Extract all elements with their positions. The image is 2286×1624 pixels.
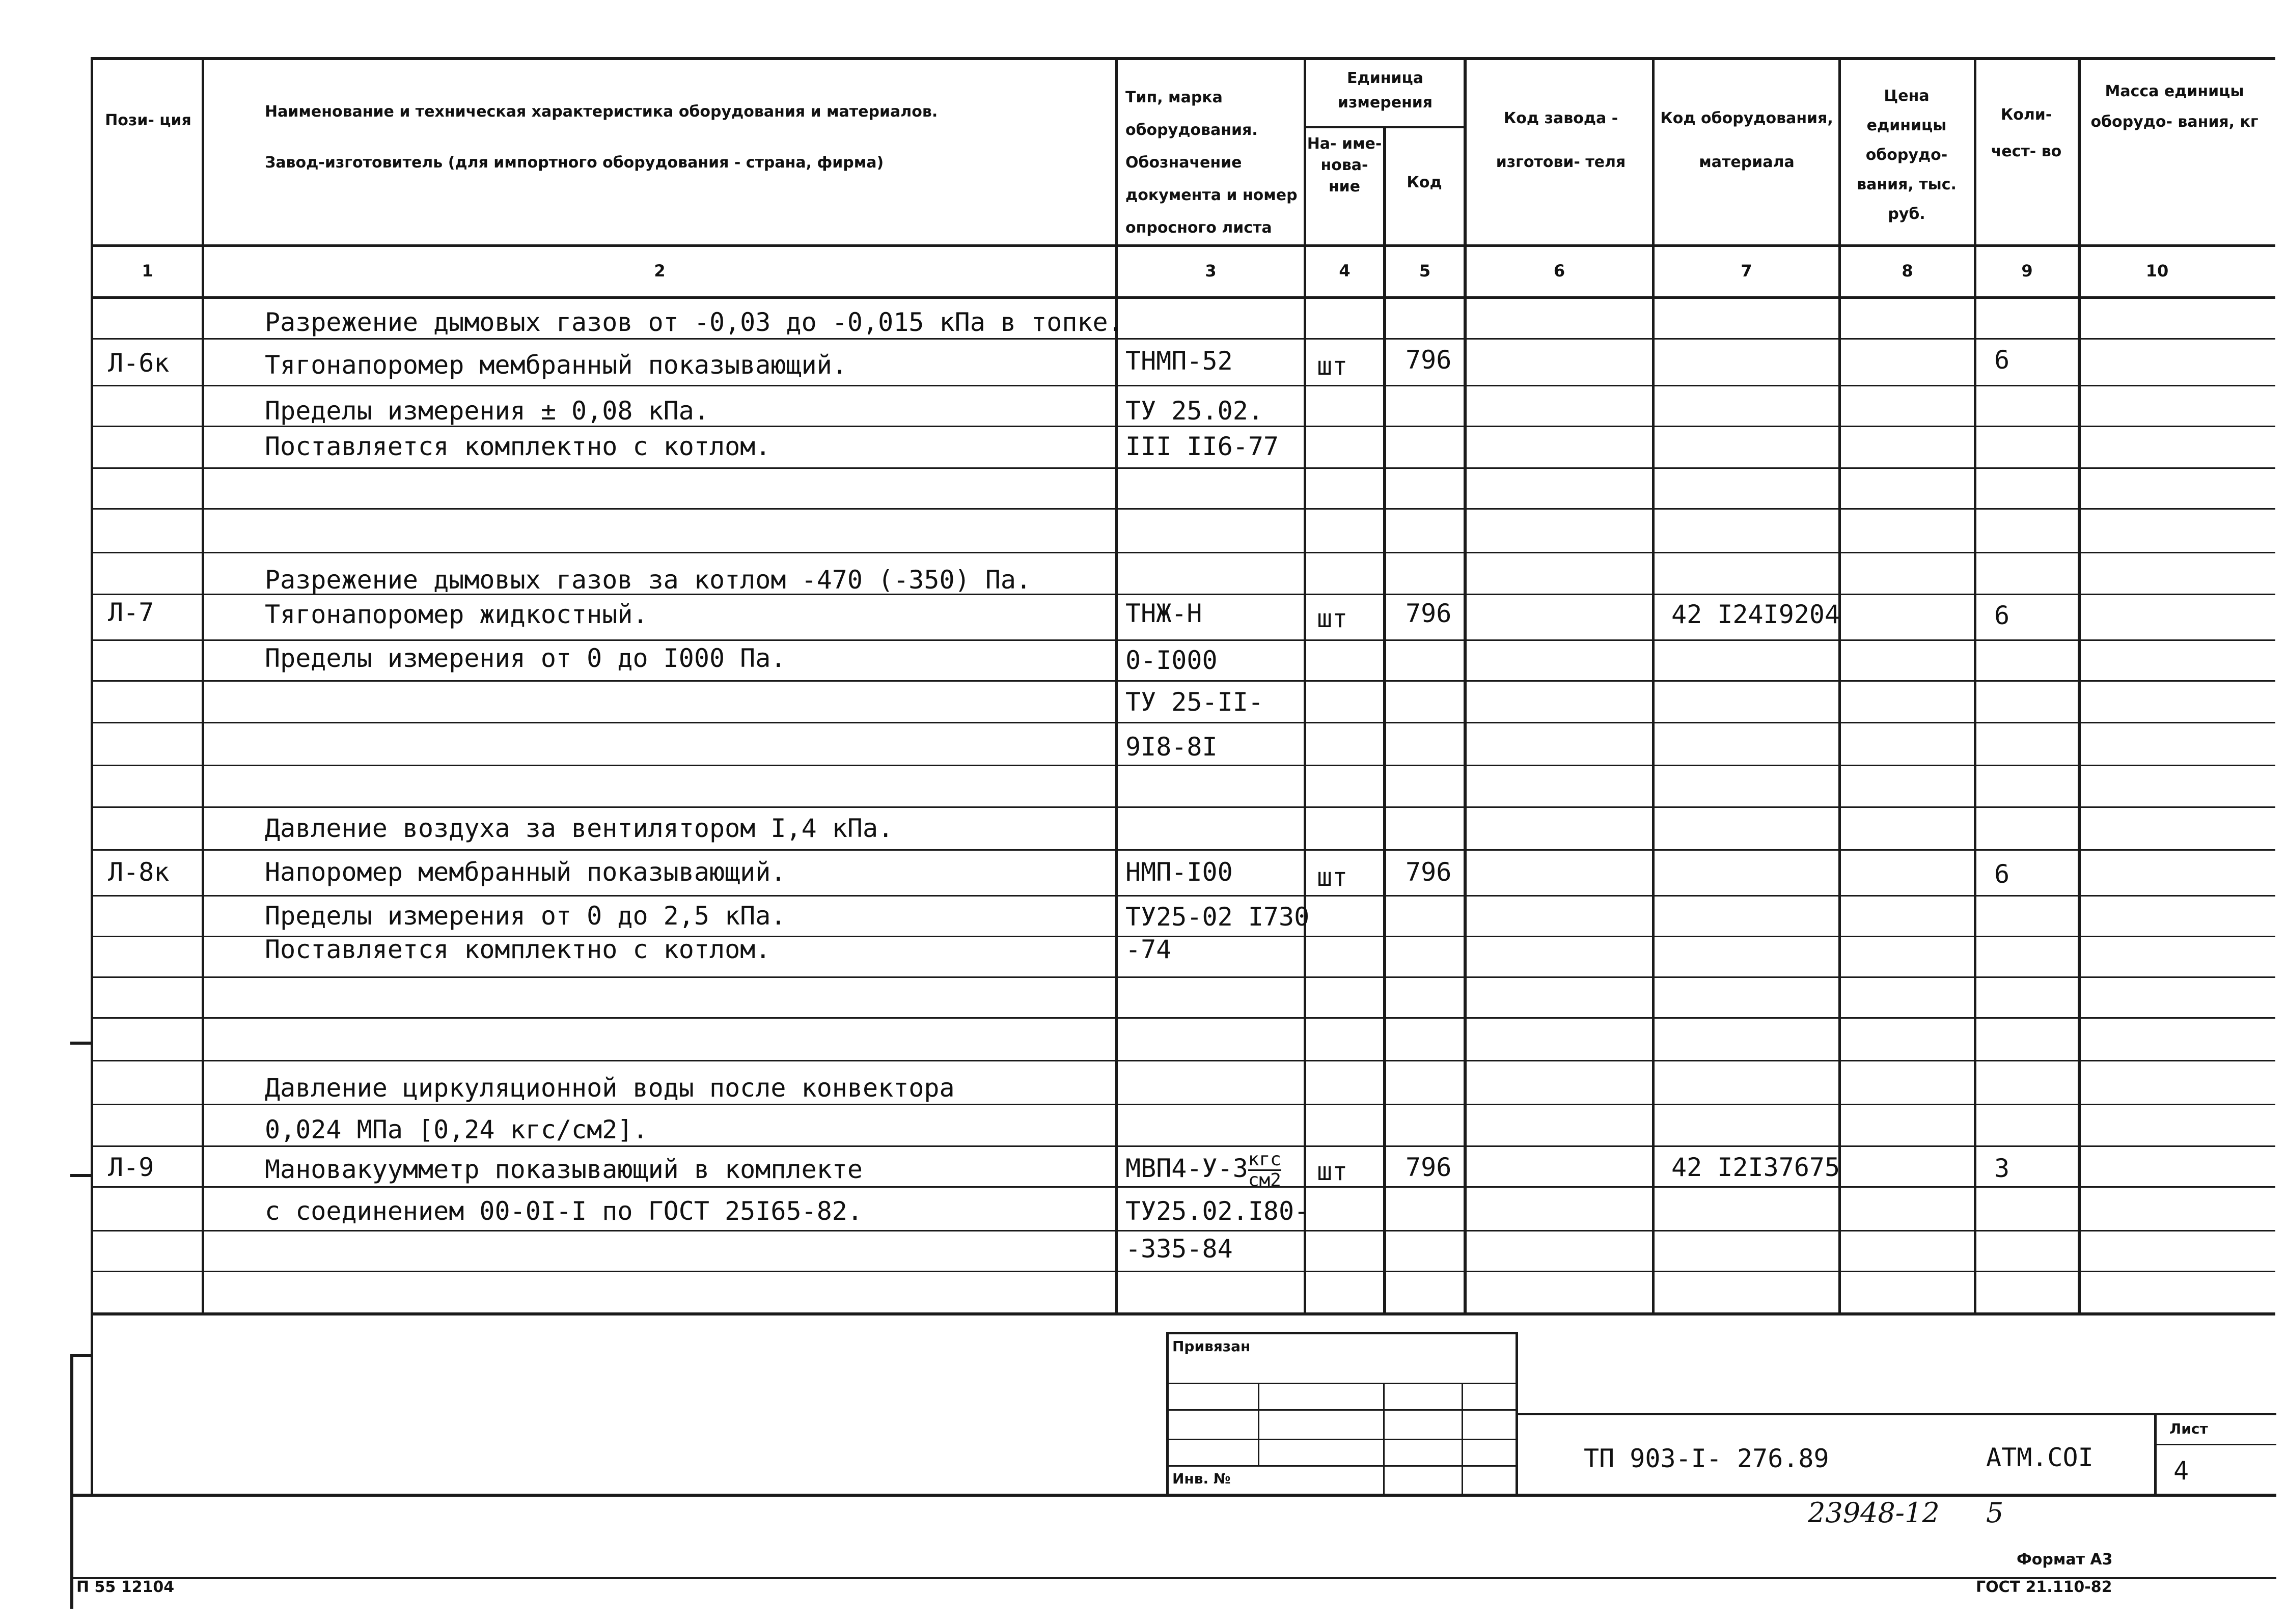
column-number: 2 bbox=[654, 261, 666, 281]
column-number: 5 bbox=[1419, 261, 1431, 281]
cell-type: 9I8-8I bbox=[1125, 732, 1218, 762]
cell-name: Пределы измерения от 0 до I000 Па. bbox=[265, 643, 786, 673]
document-code: ТП 903-I- 276.89 bbox=[1584, 1444, 1829, 1473]
cell-unit: шт bbox=[1317, 604, 1348, 633]
cell-equip-code: 42 I2I37675 bbox=[1671, 1153, 1840, 1182]
cell-name: Тягонапоромер мембранный показывающий. bbox=[265, 350, 847, 380]
cell-equip-code: 42 I24I9204 bbox=[1671, 600, 1840, 629]
column-number: 1 bbox=[142, 261, 153, 281]
cell-qty: 3 bbox=[1994, 1154, 2010, 1183]
cell-unit: шт bbox=[1317, 351, 1348, 381]
cell-unit-code: 796 bbox=[1406, 345, 1452, 375]
cell-type: -74 bbox=[1125, 935, 1172, 964]
cell-type bbox=[1125, 1146, 1281, 1190]
column-number: 8 bbox=[1902, 261, 1913, 281]
document-designation: АТМ.COI bbox=[1986, 1443, 2094, 1472]
fraction-denominator: см2 bbox=[1248, 1170, 1281, 1191]
cell-unit-code: 796 bbox=[1406, 857, 1452, 887]
column-number: 6 bbox=[1553, 261, 1565, 281]
cell-type: НМП-I00 bbox=[1125, 857, 1233, 887]
header-type: Тип, марка оборудования. Обозначение документа и номер опросного листа bbox=[1125, 89, 1298, 237]
footer-format: Формат А3 bbox=[2017, 1551, 2113, 1569]
header-name-line2: Завод-изготовитель (для импортного оборудования - страна, фирма) bbox=[265, 154, 884, 172]
cell-type: ТНЖ-Н bbox=[1125, 599, 1202, 628]
footer-left-code: П 55 12104 bbox=[76, 1578, 175, 1596]
fraction-numerator: кгс bbox=[1248, 1149, 1281, 1170]
cell-qty: 6 bbox=[1994, 859, 2010, 889]
cell-qty: 6 bbox=[1994, 601, 2010, 630]
sheet-number: 4 bbox=[2173, 1456, 2189, 1486]
header-plant-code: Код завода - изготови- теля bbox=[1496, 109, 1626, 171]
column-number: 9 bbox=[2021, 261, 2033, 281]
cell-name: Тягонапоромер жидкостный. bbox=[265, 600, 648, 629]
cell-qty: 6 bbox=[1994, 345, 2010, 375]
cell-name: с соединением 00-0I-I по ГОСТ 25I65-82. bbox=[265, 1196, 863, 1226]
column-number: 10 bbox=[2145, 261, 2169, 281]
header-position: Пози- ция bbox=[105, 111, 191, 129]
cell-unit-code: 796 bbox=[1406, 1153, 1452, 1182]
cell-name: Пределы измерения ± 0,08 кПа. bbox=[265, 396, 709, 426]
cell-type: ТУ25-02 I730 bbox=[1125, 902, 1310, 932]
unit-fraction bbox=[1248, 1150, 1281, 1190]
inventory-number-label: Инв. № bbox=[1172, 1470, 1231, 1487]
header-price: Цена единицы оборудо- вания, тыс. руб. bbox=[1857, 87, 1957, 223]
cell-type: ТУ25.02.I80- bbox=[1125, 1196, 1310, 1226]
cell-name: Напоромер мембранный показывающий. bbox=[265, 857, 786, 887]
cell-position: Л-6к bbox=[108, 348, 170, 378]
cell-type-text: МВП4-У-3 bbox=[1125, 1154, 1248, 1183]
cell-name: Давление циркуляционной воды после конвектора bbox=[265, 1073, 955, 1103]
header-unit-code: Код bbox=[1407, 174, 1442, 191]
cell-name: Поставляется комплектно с котлом. bbox=[265, 935, 771, 964]
cell-type: 0-I000 bbox=[1125, 646, 1218, 675]
cell-type: ТУ 25.02. bbox=[1125, 396, 1263, 426]
cell-name: Пределы измерения от 0 до 2,5 кПа. bbox=[265, 901, 786, 931]
cell-position: Л-8к bbox=[108, 857, 170, 887]
handwritten-number: 23948-12 bbox=[1808, 1497, 1940, 1529]
cell-type: III II6-77 bbox=[1125, 432, 1279, 461]
cell-name: Поставляется комплектно с котлом. bbox=[265, 432, 771, 461]
column-number: 4 bbox=[1339, 261, 1351, 281]
header-mass: Масса единицы оборудо- вания, кг bbox=[2090, 82, 2259, 131]
cell-unit-code: 796 bbox=[1406, 599, 1452, 628]
cell-type: ТУ 25-II- bbox=[1125, 687, 1263, 717]
cell-unit: шт bbox=[1317, 862, 1348, 892]
cell-name: Мановакуумметр показывающий в комплекте bbox=[265, 1155, 863, 1184]
privyazan-label: Привязан bbox=[1172, 1338, 1251, 1355]
cell-name: Разрежение дымовых газов от -0,03 до -0,015 кПа в топке. bbox=[265, 307, 1123, 337]
sheet-label: Лист bbox=[2169, 1420, 2208, 1437]
cell-type: ТНМП-52 bbox=[1125, 346, 1233, 376]
column-number: 3 bbox=[1205, 261, 1217, 281]
handwritten-page: 5 bbox=[1986, 1497, 2004, 1529]
column-number: 7 bbox=[1741, 261, 1752, 281]
cell-position: Л-9 bbox=[108, 1153, 154, 1182]
cell-name: Давление воздуха за вентилятором I,4 кПа. bbox=[265, 814, 894, 843]
cell-position: Л-7 bbox=[108, 598, 154, 627]
header-qty: Коли- чест- во bbox=[1991, 106, 2062, 160]
footer-gost: ГОСТ 21.110-82 bbox=[1976, 1578, 2112, 1596]
header-unit-name: На- име- нова- ние bbox=[1307, 135, 1382, 195]
cell-unit: шт bbox=[1317, 1157, 1348, 1186]
header-name-line1: Наименование и техническая характеристика оборудования и материалов. bbox=[265, 103, 938, 121]
cell-name: Разрежение дымовых газов за котлом -470 (-350) Па. bbox=[265, 565, 1032, 595]
cell-type: -335-84 bbox=[1125, 1234, 1233, 1264]
header-unit-group: Единица измерения bbox=[1337, 69, 1433, 111]
cell-name: 0,024 МПа [0,24 кгс/см2]. bbox=[265, 1115, 648, 1144]
header-equip-code: Код оборудования, материала bbox=[1660, 109, 1833, 171]
